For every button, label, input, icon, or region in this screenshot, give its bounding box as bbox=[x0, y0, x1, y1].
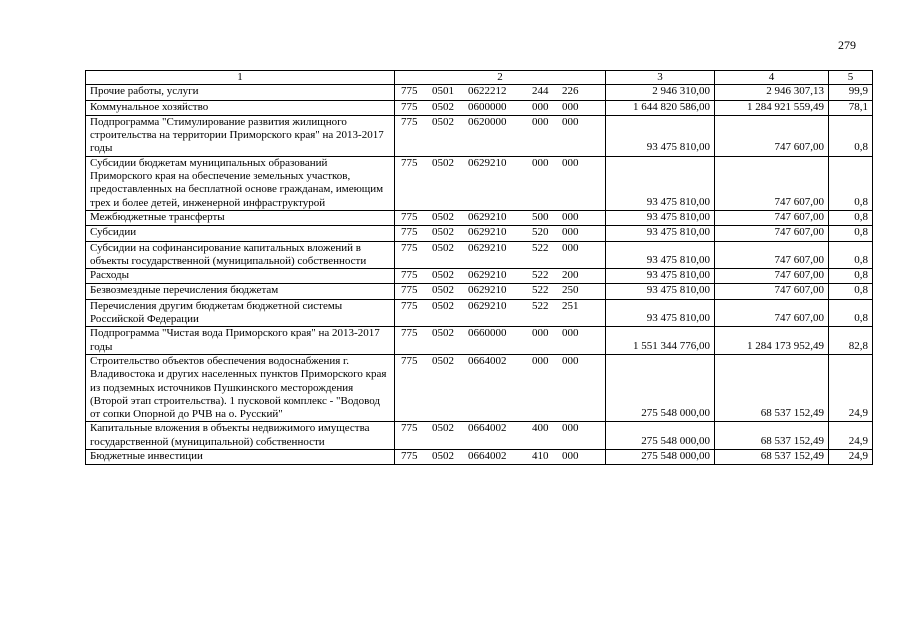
value-planned: 1 644 820 586,00 bbox=[606, 100, 715, 115]
code-admin: 775 bbox=[401, 226, 418, 239]
code-kosgu: 251 bbox=[562, 299, 579, 312]
value-planned: 93 475 810,00 bbox=[606, 226, 715, 241]
value-planned: 275 548 000,00 bbox=[606, 450, 715, 465]
value-actual: 1 284 173 952,49 bbox=[715, 327, 829, 355]
code-type: 500 bbox=[532, 210, 549, 223]
value-actual: 2 946 307,13 bbox=[715, 85, 829, 100]
code-admin: 775 bbox=[401, 450, 418, 463]
code-kosgu: 000 bbox=[562, 115, 579, 128]
value-percent: 0,8 bbox=[829, 284, 873, 299]
row-codes bbox=[395, 156, 606, 210]
value-percent: 24,9 bbox=[829, 354, 873, 421]
code-type: 400 bbox=[532, 422, 549, 435]
table-row bbox=[86, 269, 873, 284]
value-actual: 747 607,00 bbox=[715, 241, 829, 269]
table-row bbox=[86, 156, 873, 210]
value-actual: 747 607,00 bbox=[715, 226, 829, 241]
row-name: Безвозмездные перечисления бюджетам bbox=[86, 284, 395, 299]
row-name: Коммунальное хозяйство bbox=[86, 100, 395, 115]
value-actual: 747 607,00 bbox=[715, 210, 829, 225]
code-admin: 775 bbox=[401, 327, 418, 340]
code-section: 0502 bbox=[432, 241, 454, 254]
value-planned: 93 475 810,00 bbox=[606, 210, 715, 225]
table-row bbox=[86, 100, 873, 115]
code-kosgu: 000 bbox=[562, 422, 579, 435]
value-percent: 24,9 bbox=[829, 450, 873, 465]
row-codes bbox=[395, 115, 606, 156]
row-codes bbox=[395, 241, 606, 269]
code-type: 522 bbox=[532, 284, 549, 297]
table-row bbox=[86, 354, 873, 421]
header-col-3: 3 bbox=[606, 71, 715, 85]
table-row bbox=[86, 210, 873, 225]
table-row bbox=[86, 115, 873, 156]
row-codes bbox=[395, 354, 606, 421]
code-type: 410 bbox=[532, 450, 549, 463]
code-section: 0502 bbox=[432, 115, 454, 128]
value-actual: 1 284 921 559,49 bbox=[715, 100, 829, 115]
code-section: 0502 bbox=[432, 156, 454, 169]
value-percent: 0,8 bbox=[829, 241, 873, 269]
table-row bbox=[86, 241, 873, 269]
row-codes bbox=[395, 85, 606, 100]
header-col-4: 4 bbox=[715, 71, 829, 85]
table-row bbox=[86, 226, 873, 241]
code-section: 0502 bbox=[432, 354, 454, 367]
value-actual: 747 607,00 bbox=[715, 284, 829, 299]
value-percent: 78,1 bbox=[829, 100, 873, 115]
code-type: 000 bbox=[532, 100, 549, 113]
code-kosgu: 000 bbox=[562, 156, 579, 169]
code-admin: 775 bbox=[401, 354, 418, 367]
table-row bbox=[86, 422, 873, 450]
code-type: 522 bbox=[532, 269, 549, 282]
value-planned: 1 551 344 776,00 bbox=[606, 327, 715, 355]
page-number: 279 bbox=[838, 38, 856, 52]
row-name: Капитальные вложения в объекты недвижимого имущества государственной (муниципальной) собственности bbox=[86, 422, 395, 450]
value-planned: 275 548 000,00 bbox=[606, 354, 715, 421]
row-name: Подпрограмма "Стимулирование развития жилищного строительства на территории Приморского края" на 2013-2017 годы bbox=[86, 115, 395, 156]
value-percent: 0,8 bbox=[829, 269, 873, 284]
code-kosgu: 200 bbox=[562, 269, 579, 282]
table-row bbox=[86, 450, 873, 465]
code-section: 0502 bbox=[432, 299, 454, 312]
code-kosgu: 000 bbox=[562, 327, 579, 340]
code-target: 0664002 bbox=[468, 422, 507, 435]
value-percent: 0,8 bbox=[829, 156, 873, 210]
value-planned: 275 548 000,00 bbox=[606, 422, 715, 450]
code-section: 0502 bbox=[432, 226, 454, 239]
code-type: 522 bbox=[532, 299, 549, 312]
value-actual: 747 607,00 bbox=[715, 156, 829, 210]
code-type: 000 bbox=[532, 115, 549, 128]
table-row bbox=[86, 327, 873, 355]
row-name: Межбюджетные трансферты bbox=[86, 210, 395, 225]
header-col-2: 2 bbox=[395, 71, 606, 85]
code-type: 522 bbox=[532, 241, 549, 254]
code-target: 0629210 bbox=[468, 299, 507, 312]
row-codes bbox=[395, 226, 606, 241]
code-target: 0622212 bbox=[468, 85, 507, 98]
code-target: 0629210 bbox=[468, 241, 507, 254]
value-planned: 93 475 810,00 bbox=[606, 241, 715, 269]
code-target: 0620000 bbox=[468, 115, 507, 128]
header-col-5: 5 bbox=[829, 71, 873, 85]
row-name: Перечисления другим бюджетам бюджетной системы Российской Федерации bbox=[86, 299, 395, 327]
value-planned: 93 475 810,00 bbox=[606, 299, 715, 327]
code-admin: 775 bbox=[401, 269, 418, 282]
code-type: 000 bbox=[532, 156, 549, 169]
row-name: Субсидии бюджетам муниципальных образований Приморского края на обеспечение земельных участков, предоставленных на бесплатной основе гражданам, имеющим трех и более детей, инженерной инфраструктурой bbox=[86, 156, 395, 210]
code-section: 0502 bbox=[432, 100, 454, 113]
code-target: 0629210 bbox=[468, 269, 507, 282]
value-percent: 82,8 bbox=[829, 327, 873, 355]
value-percent: 0,8 bbox=[829, 115, 873, 156]
code-kosgu: 250 bbox=[562, 284, 579, 297]
code-section: 0502 bbox=[432, 450, 454, 463]
code-admin: 775 bbox=[401, 299, 418, 312]
row-codes bbox=[395, 450, 606, 465]
code-target: 0629210 bbox=[468, 156, 507, 169]
value-actual: 68 537 152,49 bbox=[715, 354, 829, 421]
code-kosgu: 226 bbox=[562, 85, 579, 98]
value-percent: 24,9 bbox=[829, 422, 873, 450]
code-target: 0629210 bbox=[468, 284, 507, 297]
code-kosgu: 000 bbox=[562, 354, 579, 367]
table-row bbox=[86, 299, 873, 327]
code-section: 0502 bbox=[432, 327, 454, 340]
value-actual: 747 607,00 bbox=[715, 299, 829, 327]
value-planned: 93 475 810,00 bbox=[606, 115, 715, 156]
row-codes bbox=[395, 299, 606, 327]
row-codes bbox=[395, 422, 606, 450]
row-name: Прочие работы, услуги bbox=[86, 85, 395, 100]
code-section: 0501 bbox=[432, 85, 454, 98]
value-actual: 68 537 152,49 bbox=[715, 450, 829, 465]
code-target: 0660000 bbox=[468, 327, 507, 340]
code-admin: 775 bbox=[401, 115, 418, 128]
value-actual: 747 607,00 bbox=[715, 115, 829, 156]
code-admin: 775 bbox=[401, 210, 418, 223]
code-type: 000 bbox=[532, 354, 549, 367]
value-percent: 99,9 bbox=[829, 85, 873, 100]
budget-table bbox=[85, 70, 873, 465]
table-row bbox=[86, 85, 873, 100]
row-codes bbox=[395, 100, 606, 115]
code-target: 0664002 bbox=[468, 354, 507, 367]
row-codes bbox=[395, 327, 606, 355]
code-type: 000 bbox=[532, 327, 549, 340]
header-col-1: 1 bbox=[86, 71, 395, 85]
row-codes bbox=[395, 284, 606, 299]
row-codes bbox=[395, 210, 606, 225]
header-row bbox=[86, 71, 873, 85]
value-planned: 93 475 810,00 bbox=[606, 284, 715, 299]
row-name: Субсидии bbox=[86, 226, 395, 241]
code-section: 0502 bbox=[432, 210, 454, 223]
code-target: 0600000 bbox=[468, 100, 507, 113]
row-name: Расходы bbox=[86, 269, 395, 284]
code-target: 0664002 bbox=[468, 450, 507, 463]
code-type: 244 bbox=[532, 85, 549, 98]
row-name: Подпрограмма "Чистая вода Приморского края" на 2013-2017 годы bbox=[86, 327, 395, 355]
code-admin: 775 bbox=[401, 156, 418, 169]
code-kosgu: 000 bbox=[562, 450, 579, 463]
value-percent: 0,8 bbox=[829, 210, 873, 225]
code-admin: 775 bbox=[401, 85, 418, 98]
value-actual: 747 607,00 bbox=[715, 269, 829, 284]
row-name: Строительство объектов обеспечения водоснабжения г. Владивостока и других населенных пунктов Приморского края из подземных источников Пушкинского месторождения (Второй этап строительства). 1 пусковой комплекс - "Водовод от сопки Опорной до РЧВ на о. Русский" bbox=[86, 354, 395, 421]
code-admin: 775 bbox=[401, 100, 418, 113]
row-name: Бюджетные инвестиции bbox=[86, 450, 395, 465]
code-kosgu: 000 bbox=[562, 226, 579, 239]
code-kosgu: 000 bbox=[562, 241, 579, 254]
row-codes bbox=[395, 269, 606, 284]
value-planned: 93 475 810,00 bbox=[606, 269, 715, 284]
code-admin: 775 bbox=[401, 241, 418, 254]
value-planned: 93 475 810,00 bbox=[606, 156, 715, 210]
table-row bbox=[86, 284, 873, 299]
code-kosgu: 000 bbox=[562, 210, 579, 223]
code-admin: 775 bbox=[401, 284, 418, 297]
code-kosgu: 000 bbox=[562, 100, 579, 113]
code-admin: 775 bbox=[401, 422, 418, 435]
value-percent: 0,8 bbox=[829, 226, 873, 241]
value-planned: 2 946 310,00 bbox=[606, 85, 715, 100]
code-target: 0629210 bbox=[468, 226, 507, 239]
code-section: 0502 bbox=[432, 269, 454, 282]
code-target: 0629210 bbox=[468, 210, 507, 223]
code-section: 0502 bbox=[432, 422, 454, 435]
row-name: Субсидии на софинансирование капитальных вложений в объекты государственной (муниципальной) собственности bbox=[86, 241, 395, 269]
value-percent: 0,8 bbox=[829, 299, 873, 327]
code-type: 520 bbox=[532, 226, 549, 239]
code-section: 0502 bbox=[432, 284, 454, 297]
value-actual: 68 537 152,49 bbox=[715, 422, 829, 450]
